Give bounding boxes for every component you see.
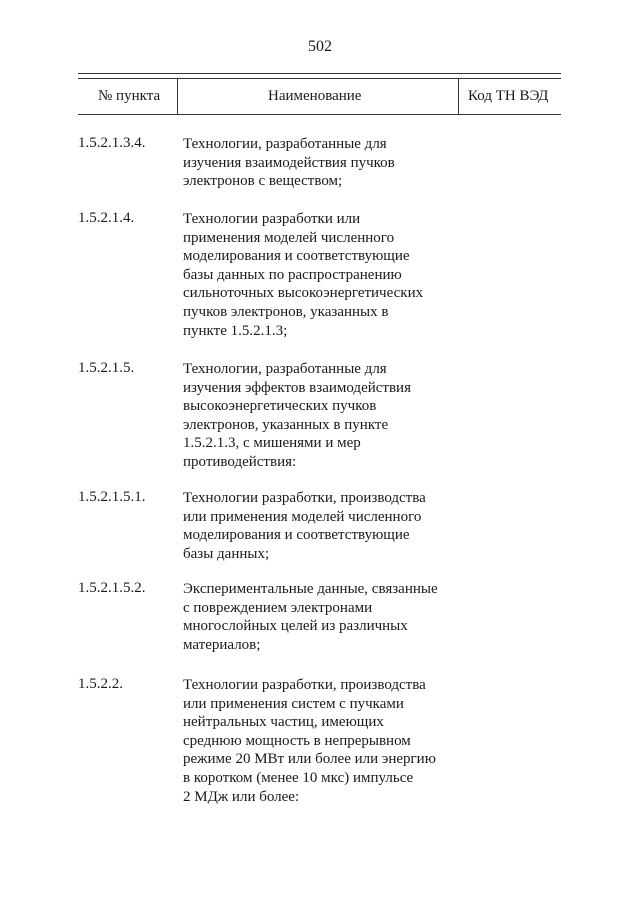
header-rule-top-second: [78, 78, 561, 79]
item-text: Технологии, разработанные для изучения эффектов взаимодействия высокоэнергетических пучков электронов, указанных в пункте 1.5.2.1.3, с мишенями и мер противодействия:: [183, 361, 411, 470]
item-number: 1.5.2.1.5.: [78, 360, 135, 376]
item-text: Технологии разработки или применения моделей численного моделирования и соответствующие базы данных по распространению сильноточных высокоэнергетических пучков электронов, указанных в пункте 1.5.2.1.3;: [183, 211, 424, 339]
header-rule-top: [78, 73, 561, 74]
item-text: Экспериментальные данные, связанные с повреждением электронами многослойных целей из различных материалов;: [183, 581, 438, 653]
item-number: 1.5.2.1.5.1.: [78, 489, 146, 505]
item-number: 1.5.2.1.5.2.: [78, 580, 146, 596]
item-number: 1.5.2.1.4.: [78, 210, 135, 226]
header-divider-1: [177, 78, 178, 114]
item-text: Технологии разработки, производства или применения моделей численного моделирования и соответствующие базы данных;: [183, 490, 426, 562]
item-number: 1.5.2.2.: [78, 676, 123, 692]
header-col-code: Код ТН ВЭД: [468, 88, 549, 104]
item-text: Технологии, разработанные для изучения взаимодействия пучков электронов с веществом;: [183, 136, 395, 190]
header-col-number: № пункта: [98, 88, 161, 104]
item-text: Технологии разработки, производства или применения систем с пучками нейтральных частиц, имеющих среднюю мощность в непрерывном режиме 20 МВт или более или энергию в коротком (менее 10 мкс) импульсе 2 МДж или более:: [183, 677, 436, 805]
page-number: 502: [308, 38, 332, 55]
header-divider-2: [458, 78, 459, 114]
item-number: 1.5.2.1.3.4.: [78, 135, 146, 151]
header-col-name: Наименование: [268, 88, 362, 104]
header-rule-bottom: [78, 114, 561, 115]
